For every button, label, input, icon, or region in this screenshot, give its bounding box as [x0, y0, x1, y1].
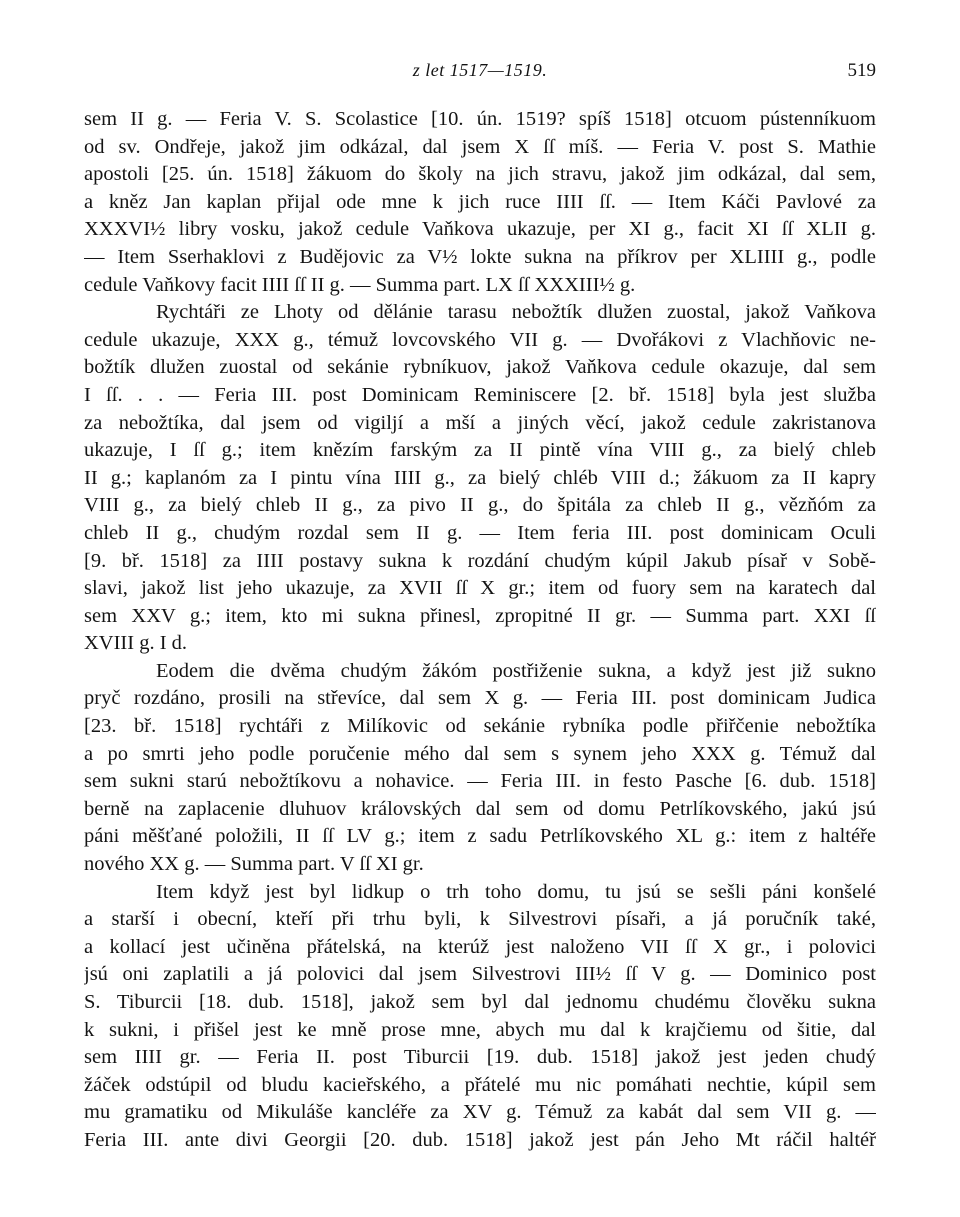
text-line: nového XX g. — Summa part. V ſſ XI gr. [84, 853, 424, 876]
text-line: za nebožtíka, dal jsem od vigiljí a mší a jiných věcí, jakož cedule zakristanova [84, 411, 876, 434]
text-line: mu gramatiku od Mikuláše kancléře za XV g. Témuž za kabát dal sem VII g. — [84, 1101, 876, 1124]
text-line: Item když jest byl lidkup o trh toho domu, tu jsú se sešli páni konšelé [156, 880, 876, 903]
text-line: od sv. Ondřeje, jakož jim odkázal, dal jsem X ſſ míš. — Feria V. post S. Mathie [84, 135, 876, 158]
text-line: ukazuje, I ſſ g.; item knězím farským za II pintě vína VIII g., za bielý chleb [84, 439, 876, 462]
text-line: [9. bř. 1518] za IIII postavy sukna k rozdání chudým kúpil Jakub písař v Sobě- [84, 549, 876, 572]
text-line: páni měšťané položili, II ſſ LV g.; item z sadu Petrlíkovského XL g.: item z haltéře [84, 825, 876, 848]
text-line: Eodem die dvěma chudým žákóm postřiženie sukna, a když jest již sukno [156, 659, 876, 682]
text-line: [23. bř. 1518] rychtáři z Milíkovic od sekánie rybníka podle přiřčenie nebožtíka [84, 715, 876, 738]
text-line: sem II g. — Feria V. S. Scolastice [10. ún. 1519? spíš 1518] otcuom pústenníkuom [84, 108, 876, 130]
text-line: I ſſ. . . — Feria III. post Dominicam Reminiscere [2. bř. 1518] byla jest služba [84, 383, 876, 406]
text-line: Rychtáři ze Lhoty od dělánie tarasu nebožtík dlužen zuostal, jakož Vaňkova [156, 301, 876, 324]
text-line: slavi, jakož list jeho ukazuje, za XVII ſſ X gr.; item od fuory sem na karatech dal [84, 577, 876, 600]
text-line: k sukni, i přišel jest ke mně prose mne, abych mu dal k krajčiemu od šitie, dal [84, 1018, 876, 1041]
text-line: pryč rozdáno, prosili na střevíce, dal sem X g. — Feria III. post dominicam Judica [84, 687, 876, 710]
text-line: sem XXV g.; item, kto mi sukna přinesl, zpropitné II gr. — Summa part. XXI ſſ [84, 604, 876, 627]
body-text [84, 106, 876, 1155]
text-line: cedule Vaňkovy facit IIII ſſ II g. — Summa part. LX ſſ XXXIII½ g. [84, 273, 636, 296]
text-line: chleb II g., chudým rozdal sem II g. — Item feria III. post dominicam Oculi [84, 521, 876, 544]
text-line: berně na zaplacenie dluhuov královských dal sem od domu Petrlíkovského, jakú jsú [84, 797, 876, 820]
text-line: — Item Sserhaklovi z Budějovic za V½ lokte sukna na příkrov per XLIIII g., podle [84, 245, 876, 268]
running-head: z let 1517—1519. [412, 60, 548, 80]
text-line: II g.; kaplanóm za I pintu vína IIII g., za bielý chléb VIII d.; žákuom za II kapry [84, 466, 876, 489]
text-line: jsú oni zaplatili a já polovici dal jsem Silvestrovi III½ ſſ V g. — Dominico post [84, 963, 876, 986]
text-line: S. Tiburcii [18. dub. 1518], jakož sem byl dal jednomu chudému člověku sukna [84, 991, 876, 1013]
text-line: cedule ukazuje, XXX g., témuž lovcovského VII g. — Dvořákovi z Vlachňovic ne- [84, 328, 876, 351]
text-line: a kněz Jan kaplan přijal ode mne k jich ruce IIII ſſ. — Item Káči Pavlové za [84, 190, 876, 213]
page-number: 519 [847, 60, 876, 81]
text-line: VIII g., za bielý chleb II g., za pivo II g., do špitála za chleb II g., vězňóm za [84, 494, 876, 517]
text-line: žáček odstúpil od bludu kacieřského, a přátelé mu nic pomáhati nechtie, kúpil sem [84, 1073, 876, 1096]
text-line: Feria III. ante divi Georgii [20. dub. 1518] jakož jest pán Jeho Mt ráčil haltéř [84, 1128, 876, 1151]
text-line: božtík dlužen zuostal od sekánie rybníkuov, jakož Vaňkova cedule okazuje, dal sem [84, 356, 876, 379]
text-line: a po smrti jeho podle poručenie mého dal sem s synem jeho XXX g. Témuž dal [84, 742, 876, 765]
text-line: a kollací jest učiněna přátelská, na kterúž jest naloženo VII ſſ X gr., i polovici [84, 935, 876, 958]
text-line: sem IIII gr. — Feria II. post Tiburcii [19. dub. 1518] jakož jest jeden chudý [84, 1046, 876, 1069]
text-line: sem sukni starú nebožtíkovu a nohavice. — Feria III. in festo Pasche [6. dub. 1518] [84, 770, 876, 793]
text-line: XXXVI½ libry vosku, jakož cedule Vaňkova ukazuje, per XI g., facit XI ſſ XLII g. [84, 218, 876, 241]
text-line: XVIII g. I d. [84, 632, 188, 655]
text-line: a starší i obecní, kteří při trhu byli, k Silvestrovi písaři, a já poručník také, [84, 908, 876, 931]
page-header [84, 60, 876, 90]
text-line: apostoli [25. ún. 1518] žákuom do školy na jich stravu, jakož jim odkázal, dal sem, [84, 163, 876, 186]
